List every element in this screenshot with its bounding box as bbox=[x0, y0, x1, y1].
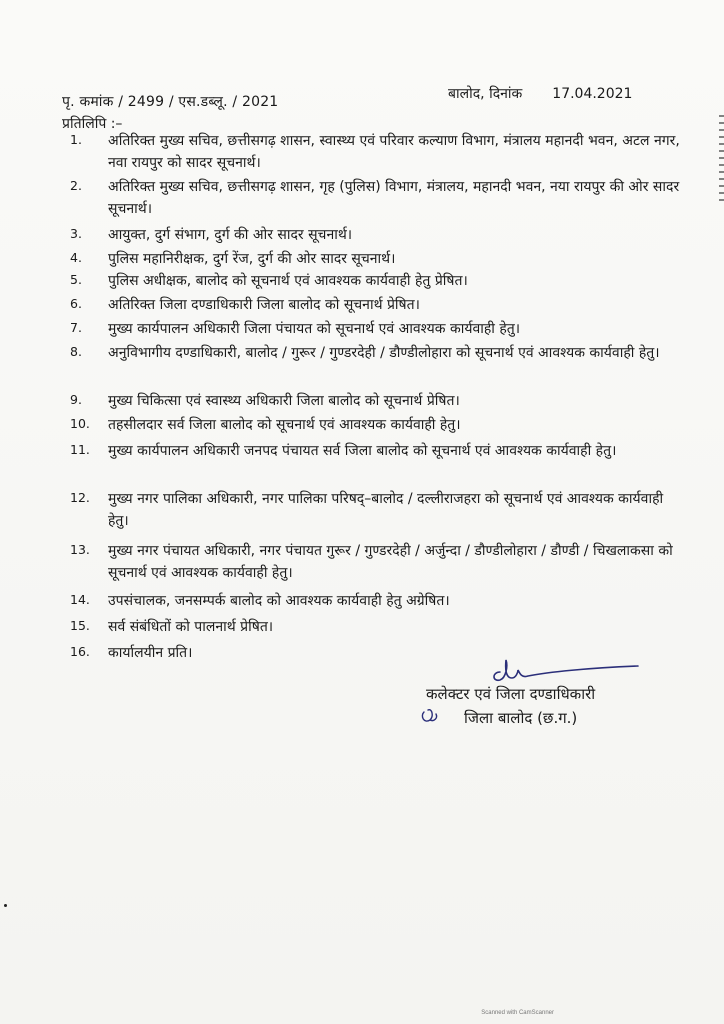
initials-mark bbox=[418, 702, 442, 726]
item-text: सर्व संबंधितों को पालनार्थ प्रेषित। bbox=[108, 619, 274, 635]
item-text: तहसीलदार सर्व जिला बालोद को सूचनार्थ एवं आवश्यक कार्यवाही हेतु। bbox=[108, 417, 461, 433]
copy-to-label: प्रतिलिपि :– bbox=[62, 116, 123, 132]
item-text: पुलिस अधीक्षक, बालोद को सूचनार्थ एवं आवश्यक कार्यवाही हेतु प्रेषित। bbox=[108, 273, 468, 289]
item-text: पुलिस महानिरीक्षक, दुर्ग रेंज, दुर्ग की ओर सादर सूचनार्थ। bbox=[108, 251, 396, 267]
item-number: 15. bbox=[70, 618, 90, 633]
item-text: कार्यालयीन प्रति। bbox=[108, 645, 193, 661]
scan-speck bbox=[4, 904, 7, 907]
item-number: 3. bbox=[70, 226, 82, 241]
item-text: मुख्य कार्यपालन अधिकारी जिला पंचायत को सूचनार्थ एवं आवश्यक कार्यवाही हेतु। bbox=[108, 321, 521, 337]
item-number: 6. bbox=[70, 296, 82, 311]
item-text: मुख्य चिकित्सा एवं स्वास्थ्य अधिकारी जिला बालोद को सूचनार्थ प्रेषित। bbox=[108, 393, 460, 409]
item-number: 10. bbox=[70, 416, 90, 431]
document-date: 17.04.2021 bbox=[552, 86, 633, 102]
scanner-watermark: Scanned with CamScanner bbox=[481, 1010, 554, 1016]
item-text: मुख्य कार्यपालन अधिकारी जनपद पंचायत सर्व जिला बालोद को सूचनार्थ एवं आवश्यक कार्यवाही हेतु। bbox=[108, 443, 617, 459]
item-text: आयुक्त, दुर्ग संभाग, दुर्ग की ओर सादर सूचनार्थ। bbox=[108, 227, 353, 243]
item-number: 12. bbox=[70, 490, 90, 505]
signatory-title: कलेक्टर एवं जिला दण्डाधिकारी bbox=[426, 685, 596, 703]
item-number: 13. bbox=[70, 542, 90, 557]
item-number: 2. bbox=[70, 178, 82, 193]
signature-block bbox=[418, 656, 678, 736]
item-text: अतिरिक्त मुख्य सचिव, छत्तीसगढ़ शासन, गृह (पुलिस) विभाग, मंत्रालय, महानदी भवन, नया रायपुर की ओर सादर सूचनार्थ। bbox=[108, 179, 680, 217]
reference-number: पृ. कमांक / 2499 / एस.डब्लू. / 2021 bbox=[62, 94, 279, 110]
item-text: अतिरिक्त मुख्य सचिव, छत्तीसगढ़ शासन, स्वास्थ्य एवं परिवार कल्याण विभाग, मंत्रालय महानदी भवन, अटल नगर, नवा रायपुर को सादर सूचनार्थ। bbox=[108, 133, 680, 171]
item-number: 4. bbox=[70, 250, 82, 265]
handwritten-signature bbox=[488, 656, 648, 686]
place-date-label: बालोद, दिनांक bbox=[448, 86, 523, 102]
item-number: 7. bbox=[70, 320, 82, 335]
item-number: 5. bbox=[70, 272, 82, 287]
item-text: अनुविभागीय दण्डाधिकारी, बालोद / गुरूर / गुण्डरदेही / डौण्डीलोहारा को सूचनार्थ एवं आवश्यक कार्यवाही हेतु। bbox=[108, 345, 660, 361]
scan-edge-artifact bbox=[719, 115, 724, 205]
place-date bbox=[448, 84, 632, 103]
item-number: 16. bbox=[70, 644, 90, 659]
item-text: मुख्य नगर पंचायत अधिकारी, नगर पंचायत गुरूर / गुण्डरदेही / अर्जुन्दा / डौण्डीलोहारा / डौण्डी / चिखलाकसा को सूचनार्थ एवं आवश्यक कार्यवाही हेतु। bbox=[108, 543, 673, 581]
item-text: उपसंचालक, जनसम्पर्क बालोद को आवश्यक कार्यवाही हेतु अग्रेषित। bbox=[108, 593, 450, 609]
item-number: 1. bbox=[70, 132, 82, 147]
item-number: 14. bbox=[70, 592, 90, 607]
item-number: 8. bbox=[70, 344, 82, 359]
item-number: 11. bbox=[70, 442, 90, 457]
item-text: अतिरिक्त जिला दण्डाधिकारी जिला बालोद को सूचनार्थ प्रेषित। bbox=[108, 297, 420, 313]
item-text: मुख्य नगर पालिका अधिकारी, नगर पालिका परिषद्–बालोद / दल्लीराजहरा को सूचनार्थ एवं आवश्यक कार्यवाही हेतु। bbox=[108, 491, 664, 529]
signatory-office: जिला बालोद (छ.ग.) bbox=[464, 709, 578, 727]
item-number: 9. bbox=[70, 392, 82, 407]
